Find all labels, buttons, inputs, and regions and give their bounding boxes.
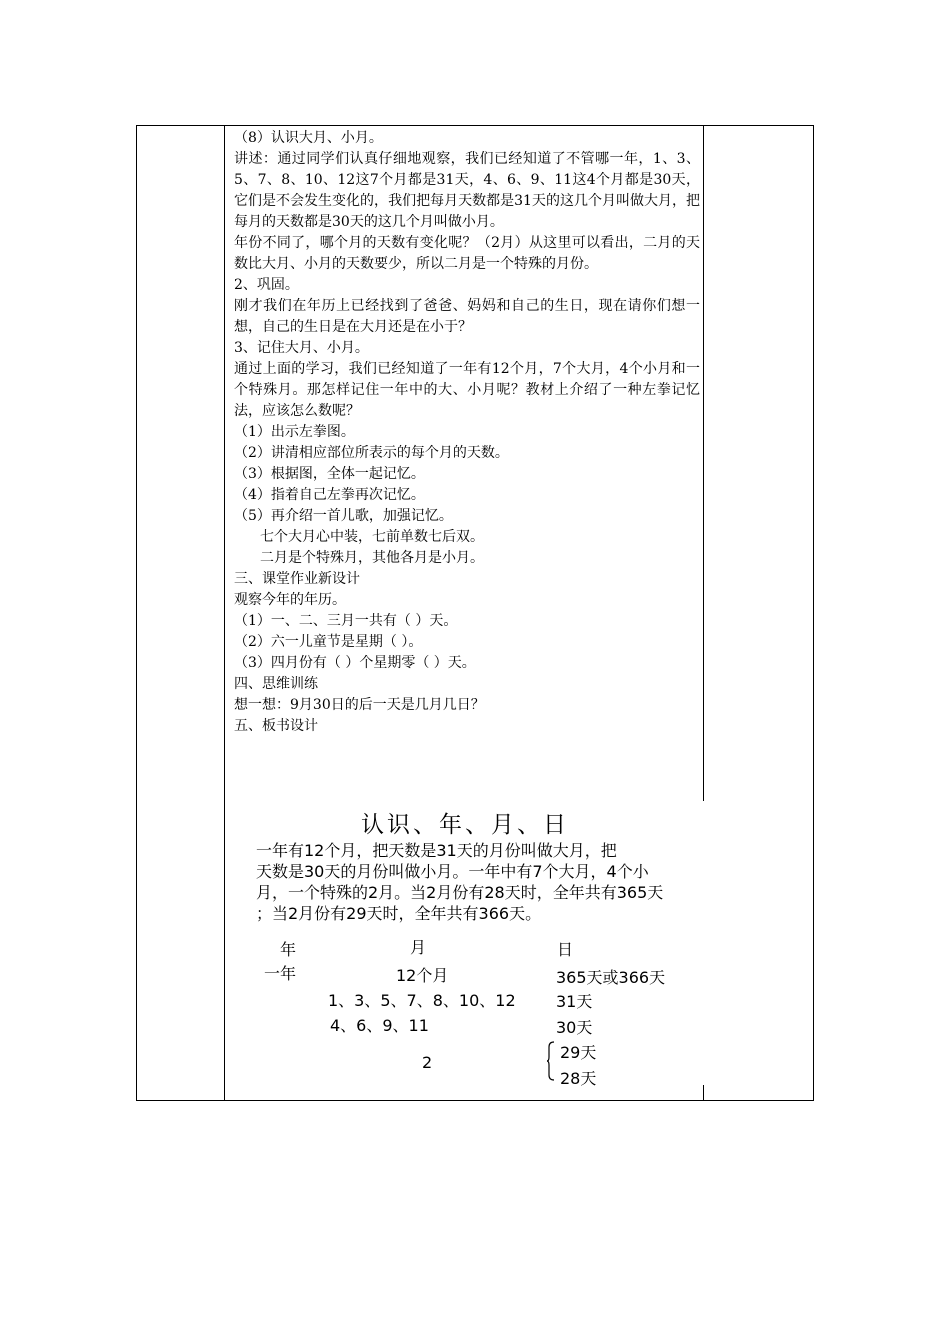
row-months-count: 12个月: [396, 966, 449, 985]
section-heading: 五、板书设计: [234, 718, 318, 734]
step-item: （3）根据图，全体一起记忆。: [234, 466, 425, 482]
small-months: 4、6、9、11: [330, 1016, 429, 1035]
summary-line: 天数是30天的月份叫做小月。一年中有7个大月，4个小: [256, 862, 649, 881]
section-heading: 2、巩固。: [234, 277, 299, 293]
february-days-leap: 29天: [560, 1043, 597, 1062]
lesson-content: [234, 128, 700, 737]
row-year-value: 一年: [264, 964, 297, 983]
summary-line: ；当2月份有29天时，全年共有366天。: [256, 904, 542, 923]
paragraph-birthday: 刚才我们在年历上已经找到了爸爸、妈妈和自己的生日，现在请你们想一想，自己的生日是在大月还是在小于？: [234, 298, 700, 335]
board-summary: [256, 840, 704, 924]
text-line: 观察今年的年历。: [234, 592, 346, 608]
row-days-total: 365天或366天: [556, 968, 666, 987]
summary-line: 月，一个特殊的2月。当2月份有28天时，全年共有365天: [256, 883, 664, 902]
big-months-days: 31天: [556, 992, 593, 1011]
february-days-common: 28天: [560, 1069, 597, 1088]
step-item: （4）指着自己左拳再次记忆。: [234, 487, 425, 503]
header-month: 月: [410, 938, 427, 957]
step-item: （1）出示左拳图。: [234, 424, 355, 440]
exercise-item: （1）一、二、三月一共有（ ）天。: [234, 613, 458, 629]
header-day: 日: [557, 940, 574, 959]
text-line: 想一想：9月30日的后一天是几月几日？: [234, 697, 485, 713]
big-months: 1、3、5、7、8、10、12: [328, 991, 516, 1010]
section-heading: 三、课堂作业新设计: [234, 571, 360, 587]
summary-line: 一年有12个月，把天数是31天的月份叫做大月，把: [256, 841, 617, 860]
small-months-days: 30天: [556, 1018, 593, 1037]
brace-icon: [547, 1041, 555, 1081]
paragraph-february: 年份不同了，哪个月的天数有变化呢？（2月）从这里可以看出，二月的天数比大月、小月的天数要少，所以二月是一个特殊的月份。: [234, 235, 700, 272]
february-month: 2: [422, 1053, 433, 1072]
column-divider-right: [703, 125, 704, 801]
rhyme-line: 七个大月心中装，七前单数七后双。: [260, 529, 484, 545]
exercise-item: （2）六一儿童节是星期（ ）。: [234, 634, 423, 650]
board-title: 认识、年、月、日: [361, 812, 569, 838]
paragraph-memory: 通过上面的学习，我们已经知道了一年有12个月，7个大月，4个小月和一个特殊月。那怎样记住一年中的大、小月呢？教材上介绍了一种左拳记忆法，应该怎么数呢？: [234, 361, 700, 419]
section-heading: （8）认识大月、小月。: [234, 130, 383, 146]
section-heading: 四、思维训练: [234, 676, 318, 692]
column-divider-left: [224, 125, 225, 1101]
section-heading: 3、记住大月、小月。: [234, 340, 369, 356]
paragraph-explanation: 讲述：通过同学们认真仔细地观察，我们已经知道了不管哪一年，1、3、5、7、8、10、12这7个月都是31天，4、6、9、11这4个月都是30天，它们是不会发生变化的，我们把每月天数都是31天的这几个月叫做大月，把每月的天数都是30天的这几个月叫做小月。: [234, 151, 700, 230]
step-item: （2）讲清相应部位所表示的每个月的天数。: [234, 445, 509, 461]
header-year: 年: [280, 940, 297, 959]
rhyme-line: 二月是个特殊月，其他各月是小月。: [260, 550, 484, 566]
exercise-item: （3）四月份有（ ）个星期零（ ）天。: [234, 655, 476, 671]
step-item: （5）再介绍一首儿歌，加强记忆。: [234, 508, 453, 524]
blackboard-design: [226, 800, 704, 1098]
